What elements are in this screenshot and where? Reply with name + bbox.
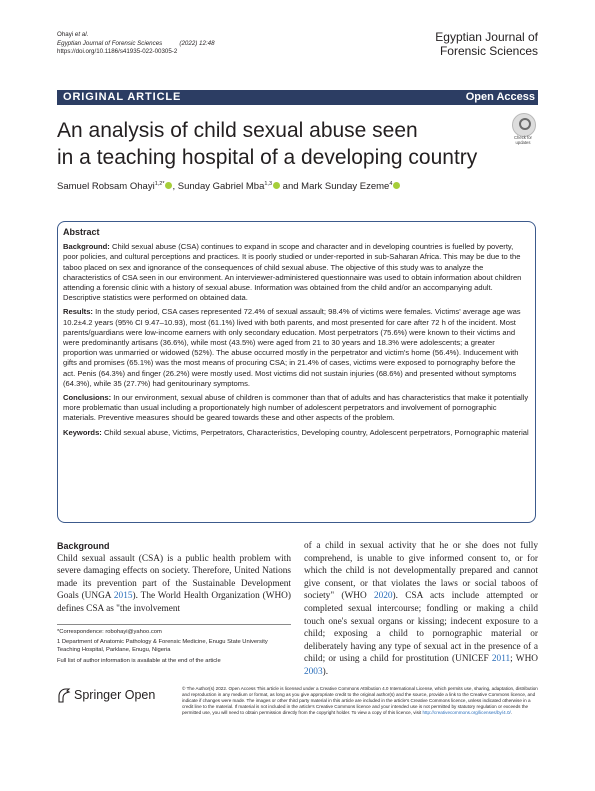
license-link[interactable]: http://creativecommons.org/licenses/by/4.0/ [422,710,511,716]
journal-name [348,30,538,58]
orcid-icon[interactable] [393,182,400,189]
check-updates-text: Check for updates [514,135,532,145]
author-affiliation-sup: 4 [389,181,393,187]
author-name: and Mark Sunday Ezeme [280,181,390,193]
citation-line: Egyptian Journal of Forensic Sciences (2022) 12:48 [57,39,215,47]
check-updates-icon [512,113,536,137]
abstract-results: Results: In the study period, CSA cases represented 72.4% of sexual assault; 98.4% of victims were females. Victims' average age was 10.2±4.2 years (95% CI 9.47–10.93), most (61.1%) lived with both parents, and most presented for care after 72 h of the incident. Most parents/guardians were low-income earners with only secondary education. Most perpetrators (75.6%) were known to their victims and were predominantly artisans (36.6%), while most (43.5%) were aged from 21 to 30 years and 18.3% were adolescents; a greater proportion was unmarried or widowed (52%). The abuse occurred mostly in the perpetrator and victim's home (56.4%). Inducement with gifts and promises (65.1%) was the most means of procuring CSA; in 21.4% of cases, victims were exposed to pornography before the act. Penis (64.3%) and finger (26.2%) were mostly used. Most victims did not sustain injuries (68.6%) and presented without symptoms (64.3%), while 35 (27.7%) had genitourinary symptoms. [63,307,521,388]
open-access-label: Open Access [465,91,535,103]
doi-link[interactable]: https://doi.org/10.1186/s41935-022-00305-2 [57,48,178,56]
article-title [57,117,527,171]
author-short: Ohayi et al. [57,31,89,38]
springer-horse-icon [57,688,71,703]
publisher-name: Springer Open [74,688,156,702]
author-affiliation-sup: 1,2* [154,181,165,187]
correspondence-note: *Correspondence: robohayi@yahoo.com [57,629,162,635]
reference-link[interactable]: 2011 [491,654,511,665]
body-paragraph: of a child in sexual activity that he or she does not fully comprehend, is unable to give informed consent to, or for which the child is not developmentally prepared and cannot give consent, or that violates the laws or social taboos of society" (WHO 2020). CSA acts include attempted or completed sexual intercourse; fondling or making a child touch one's sexual organs or kissing; indecent exposure to a child; exposing a child to pornographic material or deliberately having any type of sexual act in the presence of a child; or using a child for prostitution (UNICEF 2011; WHO 2003). [304,541,538,677]
body-left-column [57,540,291,616]
author-name: , Sunday Gabriel Mba [172,181,265,193]
article-type-label: ORIGINAL ARTICLE [63,91,182,103]
title-line1: An analysis of child sexual abuse seen [57,119,418,142]
body-right-column [304,540,538,679]
license-notice: © The Author(s) 2022. Open Access This article is licensed under a Creative Commons Attribution 4.0 International License, which permits use, sharing, adaptation, distribution and reproduction in any medium or format, as long as you give appropriate credit to the original author(s) and the source, provide a link to the Creative Commons licence, and indicate if changes were made. The images or other third party material in this article are included in the article's Creative Commons licence, unless indicated otherwise in a credit line to the material. If material is not included in the article's Creative Commons licence and your intended use is not permitted by statutory regulation or exceeds the permitted use, you will need to obtain permission directly from the copyright holder. To view a copy of this licence, visit http://creativecommons.org/licenses/by/4.0/. [182,686,538,716]
author-list [57,178,400,193]
footnotes [57,628,291,667]
body-paragraph: Child sexual assault (CSA) is a public health problem with severe damaging effects on society. Therefore, United Nations made its prevention part of the Sustainable Development Goals (UNGA 2015). The World Health Organization (WHO) defines CSA as "the involvement [57,553,291,614]
affiliation-note: 1 Department of Anatomic Pathology & Forensic Medicine, Enugu State University Teaching Hospital, Parklane, Enugu, Nigeria [57,639,268,654]
author-affiliation-sup: 1,3 [264,181,273,187]
check-for-updates-badge[interactable] [508,113,538,147]
abstract-keywords: Keywords: Child sexual abuse, Victims, Perpetrators, Characteristics, Developing country, Adolescent perpetrators, Pornographic material [63,427,529,437]
reference-link[interactable]: 2015 [113,591,133,602]
reference-link[interactable]: 2020 [373,591,393,602]
journal-name-line2: Forensic Sciences [439,44,538,58]
abstract-box [57,221,536,523]
journal-name-line1: Egyptian Journal of [435,30,538,44]
footnote-divider [57,624,291,625]
abstract-heading: Abstract [63,227,100,237]
article-type-banner [57,90,538,105]
orcid-icon[interactable] [273,182,280,189]
section-heading: Background [57,541,110,551]
reference-link[interactable]: 2003 [304,666,323,677]
citation-block [57,31,215,57]
author-info-note: Full list of author information is available at the end of the article [57,657,221,664]
title-line2: in a teaching hospital of a developing country [57,146,478,169]
abstract-background: Background: Child sexual abuse (CSA) continues to expand in scope and character and in developing countries is fuelled by poverty, poor policies, and cultural perceptions and practices. It is poorly studied or under-reported in sub-Saharan Africa. This may be due to the taboo placed on sex and ignorance of the consequences of child sexual abuse. The objective of this study was to analyze the characteristics of CSA seen in our environment. An interviewer-administered questionnaire was used to obtain information about children attending a forensic clinic with a history of sexual abuse. Information was obtained from the child and/or an accompanying adult. Descriptive statistics were performed on obtained data. [63,242,522,303]
abstract-conclusions: Conclusions: In our environment, sexual abuse of children is commoner than that of adults and has characteristics that make it potentially more problematic than usual including a proportionately high number of adolescent perpetrators and involvement of pornographic materials. Preventive measures should be geared towards these and other aspects of the problem. [63,393,529,423]
author-name: Samuel Robsam Ohayi [57,181,155,193]
